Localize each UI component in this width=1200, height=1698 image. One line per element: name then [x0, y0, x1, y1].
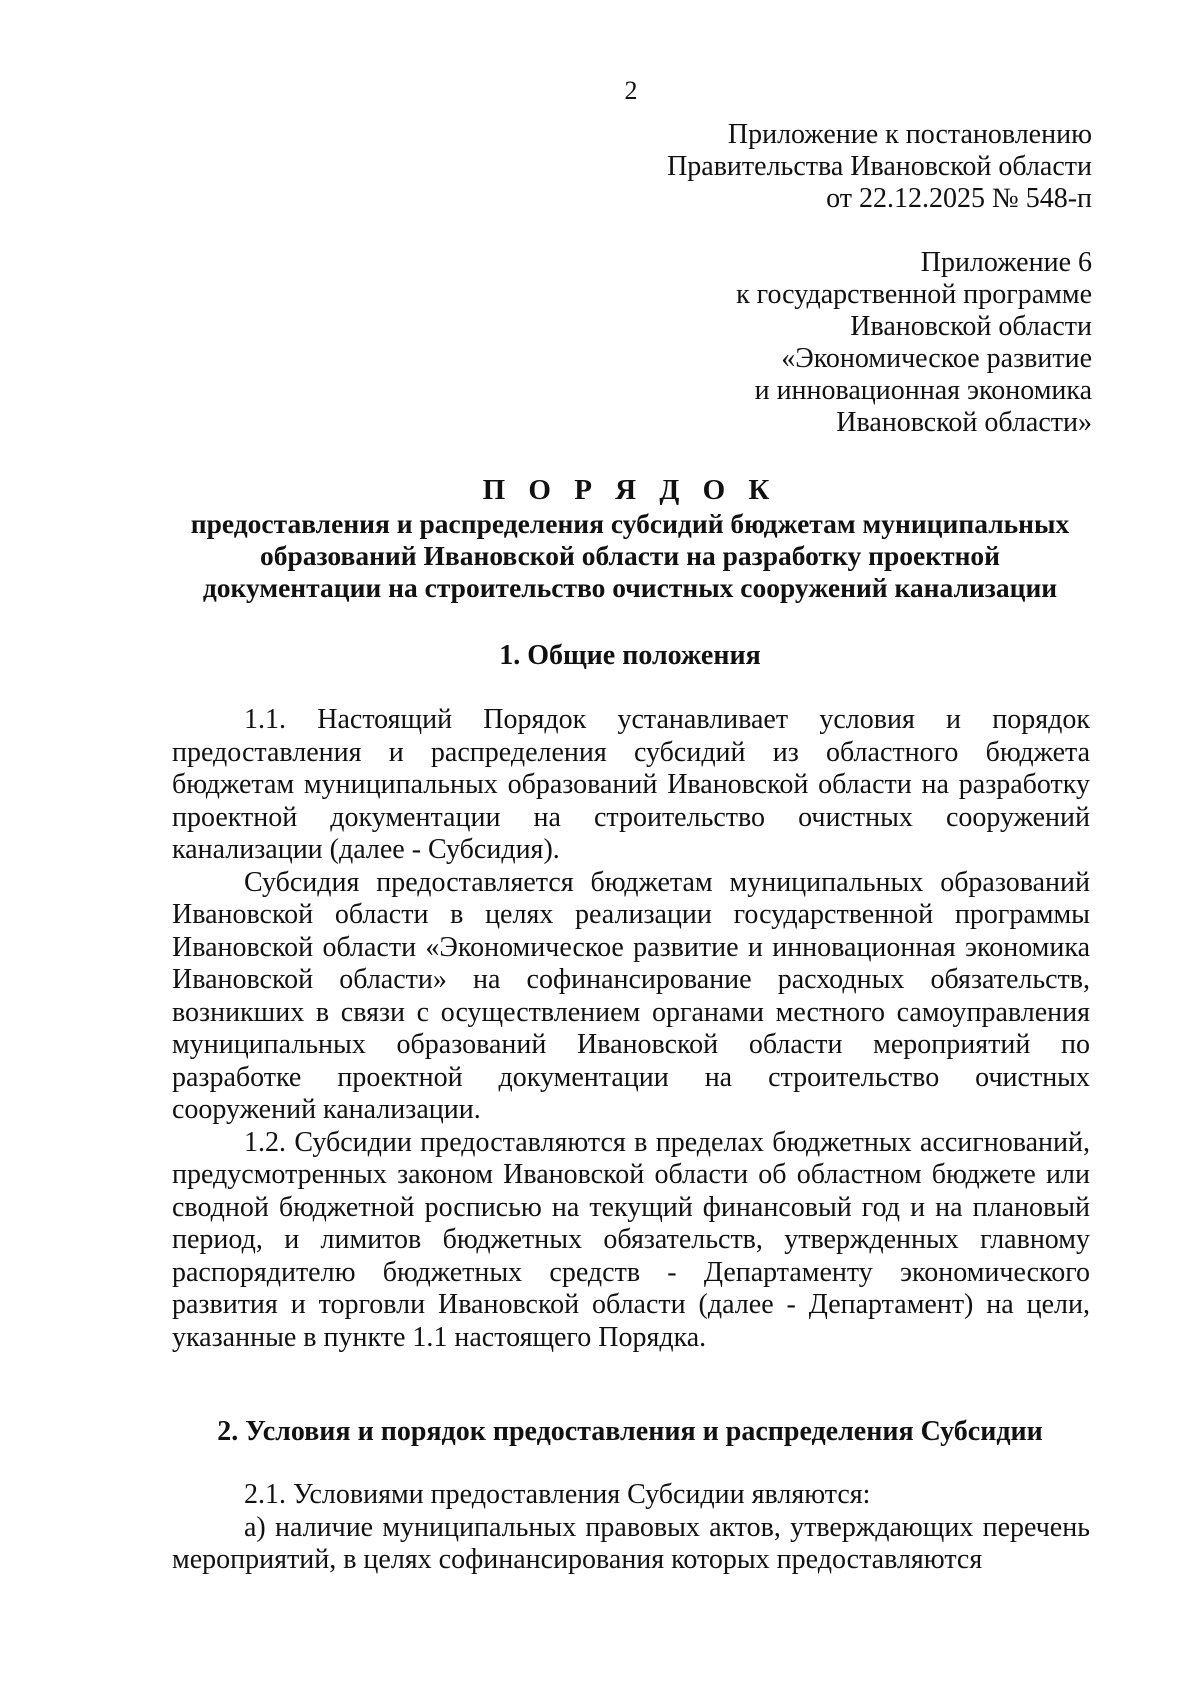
appendix-to-program — [736, 247, 1092, 439]
title-line: предоставления и распределения субсидий бюджетам муниципальных — [190, 508, 1070, 539]
section-heading: 1. Общие положения — [499, 640, 761, 671]
appendix-line: к государственной программе — [736, 279, 1092, 310]
appendix-line: Ивановской области» — [836, 407, 1092, 438]
appendix-line: от 22.12.2025 № 548-п — [826, 183, 1092, 214]
appendix-to-resolution — [667, 119, 1092, 215]
title-line: документации на строительство очистных сооружений канализации — [202, 572, 1058, 603]
title-line: образований Ивановской области на разработку проектной — [259, 540, 1001, 571]
appendix-line: «Экономическое развитие — [781, 343, 1092, 374]
appendix-line: Приложение 6 — [920, 247, 1092, 278]
paragraph: 2.1. Условиями предоставления Субсидии являются: — [244, 1479, 871, 1510]
document-title — [170, 474, 1090, 604]
appendix-line: и инновационная экономика — [754, 375, 1092, 406]
title-word: П О Р Я Д О К — [482, 474, 778, 506]
appendix-line: Правительства Ивановской области — [667, 151, 1092, 182]
paragraph: 1.2. Субсидии предоставляются в пределах бюджетных ассигнований, предусмотренных законом Ивановской области об областном бюджете или сводной бюджетной росписью на текущий финансовый год и на плановый период, и лимитов бюджетных обязательств, утвержденных главному распорядителю бюджетных средств - Департаменту экономического развития и торговли Ивановской области (далее - Департамент) на цели, указанные в пункте 1.1 настоящего Порядка. — [172, 1126, 1090, 1353]
section-heading: 2. Условия и порядок предоставления и распределения Субсидии — [217, 1416, 1043, 1447]
paragraph: Субсидия предоставляется бюджетам муниципальных образований Ивановской области в целях реализации государственной программы Ивановской области «Экономическое развитие и инновационная экономика Ивановской области» на софинансирование расходных обязательств, возникших в связи с осуществлением органами местного самоуправления муниципальных образований Ивановской области мероприятий по разработке проектной документации на строительство очистных сооружений канализации. — [172, 866, 1090, 1125]
page-number: 2 — [624, 76, 638, 105]
paragraph: а) наличие муниципальных правовых актов, утверждающих перечень мероприятий, в целях софинансирования которых предоставляются — [172, 1511, 1090, 1575]
section-body — [172, 704, 1090, 1354]
section-body — [172, 1479, 1090, 1577]
appendix-line: Приложение к постановлению — [727, 119, 1092, 150]
paragraph: 1.1. Настоящий Порядок устанавливает условия и порядок предоставления и распределения субсидий из областного бюджета бюджетам муниципальных образований Ивановской области на разработку проектной документации на строительство очистных сооружений канализации (далее - Субсидия). — [172, 704, 1090, 865]
appendix-line: Ивановской области — [850, 311, 1092, 342]
